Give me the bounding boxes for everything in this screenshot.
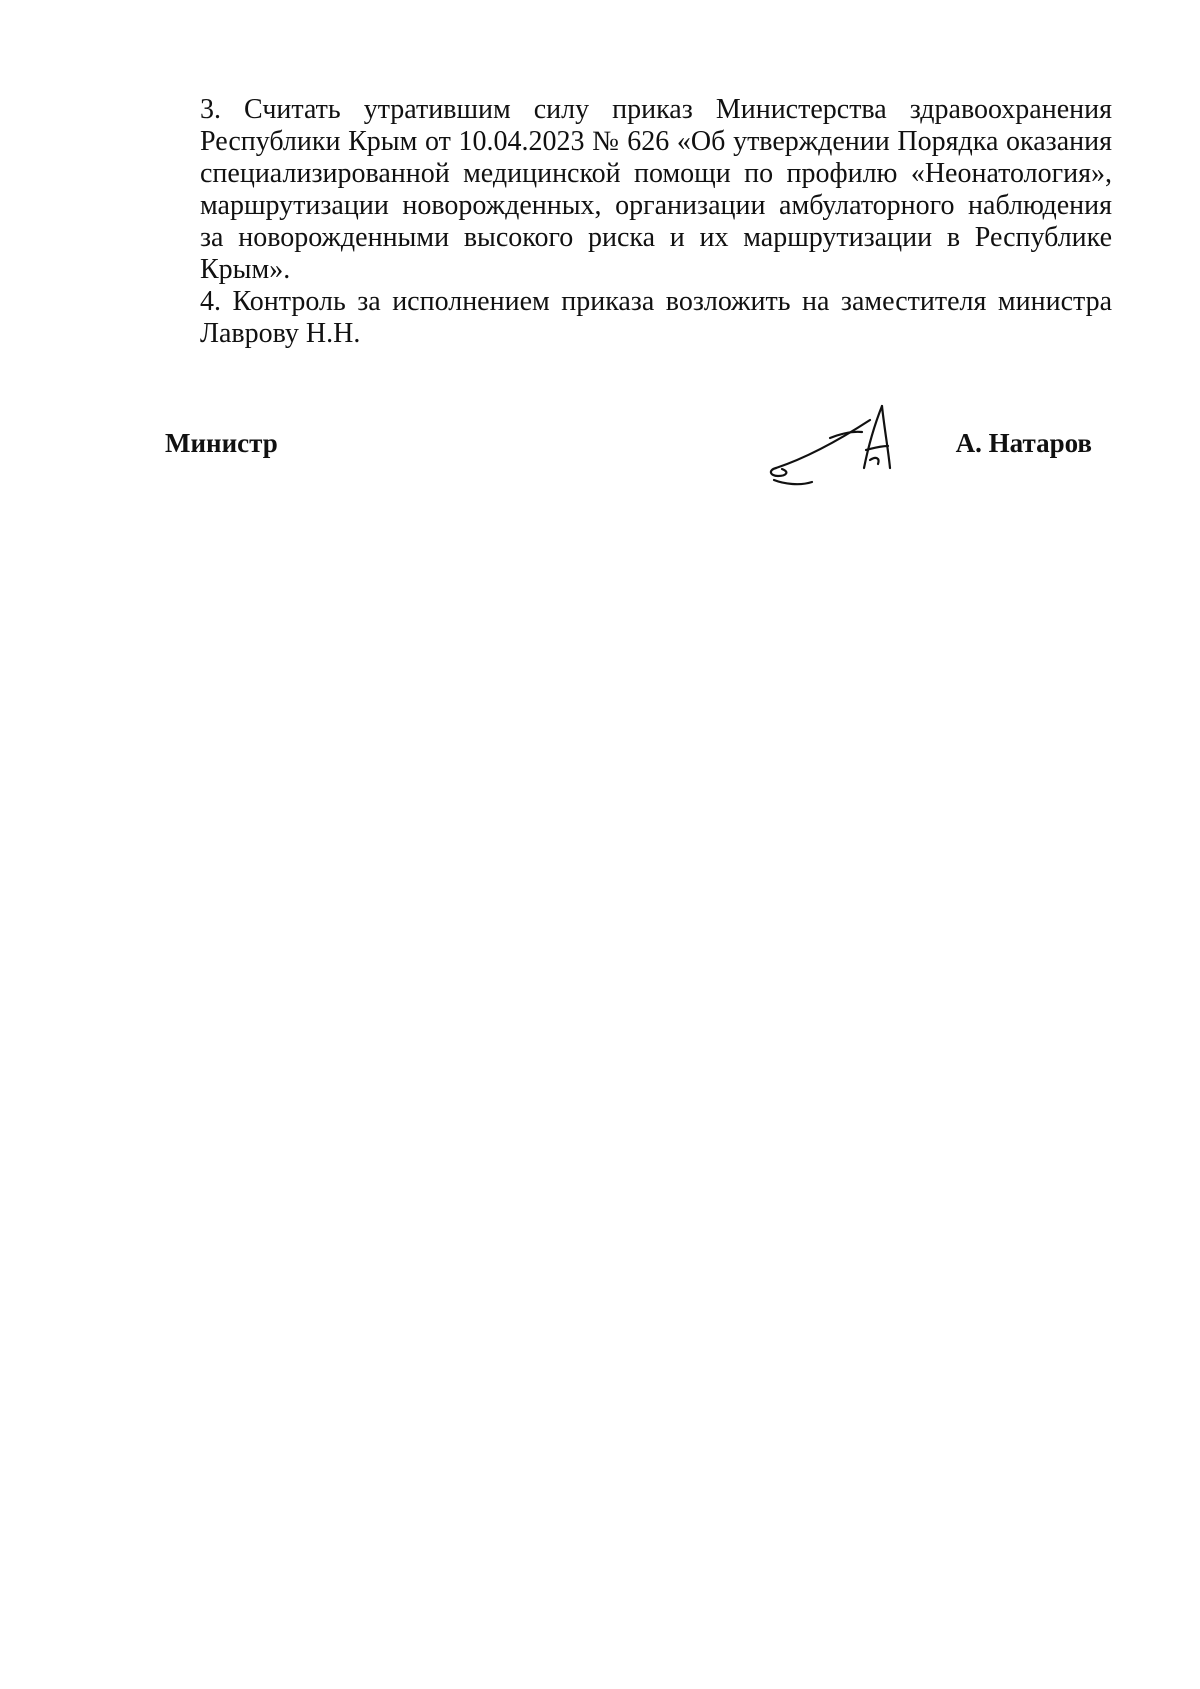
signer-name: А. Натаров bbox=[955, 428, 1092, 458]
handwritten-signature bbox=[760, 398, 910, 498]
signature-block bbox=[0, 410, 1200, 500]
document-body bbox=[200, 94, 1112, 350]
paragraph-3: 3. Считать утратившим силу приказ Министерства здравоохранения Республики Крым от 10.04.2023 № 626 «Об утверждении Порядка оказания специализированной медицинской помощи по профилю «Неонатология», маршрутизации новорожденных, организации амбулаторного наблюдения за новорожденными высокого риска и их маршрутизации в Республике Крым». bbox=[200, 94, 1112, 285]
signer-position: Министр bbox=[165, 428, 278, 458]
paragraph-4: 4. Контроль за исполнением приказа возложить на заместителя министра Лаврову Н.Н. bbox=[200, 286, 1112, 349]
